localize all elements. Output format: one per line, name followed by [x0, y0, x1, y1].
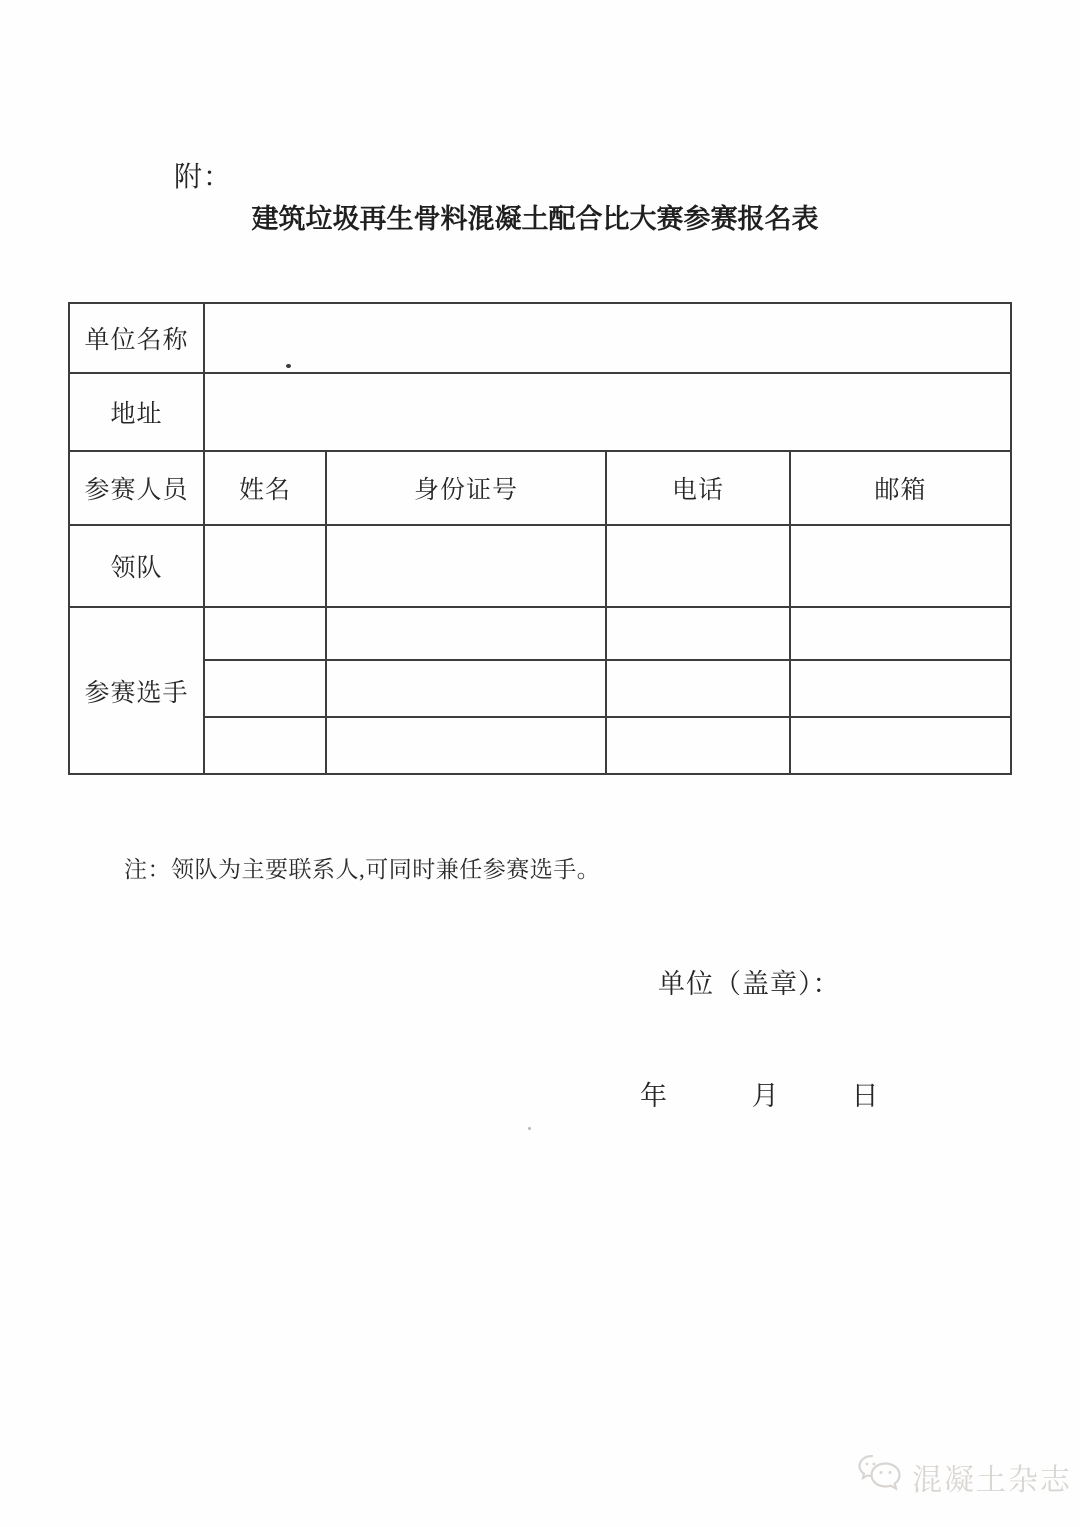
contestant-1-email-cell — [790, 607, 1011, 660]
watermark-text: 混凝土杂志 — [912, 1463, 1072, 1497]
attachment-label: 附： — [174, 162, 233, 193]
contestant-3-name-cell — [204, 717, 326, 774]
publisher-watermark — [854, 1452, 1072, 1501]
table-row-header — [69, 451, 1011, 525]
table-row-contestant-3 — [69, 717, 1011, 774]
address-label: 地址 — [69, 373, 204, 451]
contestant-2-phone-cell — [606, 660, 790, 717]
table-row-leader — [69, 525, 1011, 607]
leader-name-cell — [204, 525, 326, 607]
contestant-3-email-cell — [790, 717, 1011, 774]
leader-label: 领队 — [69, 525, 204, 607]
day-label: 日 — [851, 1081, 879, 1111]
column-header-name: 姓名 — [204, 451, 326, 525]
date-line — [640, 1074, 879, 1113]
ink-speck — [528, 1127, 531, 1130]
ink-speck — [286, 364, 291, 368]
address-value-cell — [204, 373, 1011, 451]
contestant-2-id-cell — [326, 660, 606, 717]
contestant-1-phone-cell — [606, 607, 790, 660]
registration-table — [68, 302, 1012, 775]
unit-seal-label: 单位（盖章）： — [658, 969, 841, 999]
table-row-contestant-2 — [69, 660, 1011, 717]
table-row-unit-name — [69, 303, 1011, 373]
contestant-label: 参赛选手 — [69, 607, 204, 774]
wechat-icon — [854, 1452, 906, 1501]
month-label: 月 — [751, 1081, 779, 1111]
participants-label: 参赛人员 — [69, 451, 204, 525]
column-header-phone: 电话 — [606, 451, 790, 525]
unit-name-value-cell — [204, 303, 1011, 373]
contestant-1-id-cell — [326, 607, 606, 660]
leader-email-cell — [790, 525, 1011, 607]
year-label: 年 — [640, 1081, 667, 1111]
note-text: 注：领队为主要联系人,可同时兼任参赛选手。 — [124, 857, 601, 882]
contestant-1-name-cell — [204, 607, 326, 660]
column-header-id-number: 身份证号 — [326, 451, 606, 525]
page-title: 建筑垃圾再生骨料混凝土配合比大赛参赛报名表 — [251, 204, 819, 234]
table-row-address — [69, 373, 1011, 451]
column-header-email: 邮箱 — [790, 451, 1011, 525]
leader-phone-cell — [606, 525, 790, 607]
contestant-2-email-cell — [790, 660, 1011, 717]
contestant-2-name-cell — [204, 660, 326, 717]
table-row-contestant-1 — [69, 607, 1011, 660]
contestant-3-id-cell — [326, 717, 606, 774]
unit-name-label: 单位名称 — [69, 303, 204, 373]
leader-id-cell — [326, 525, 606, 607]
contestant-3-phone-cell — [606, 717, 790, 774]
